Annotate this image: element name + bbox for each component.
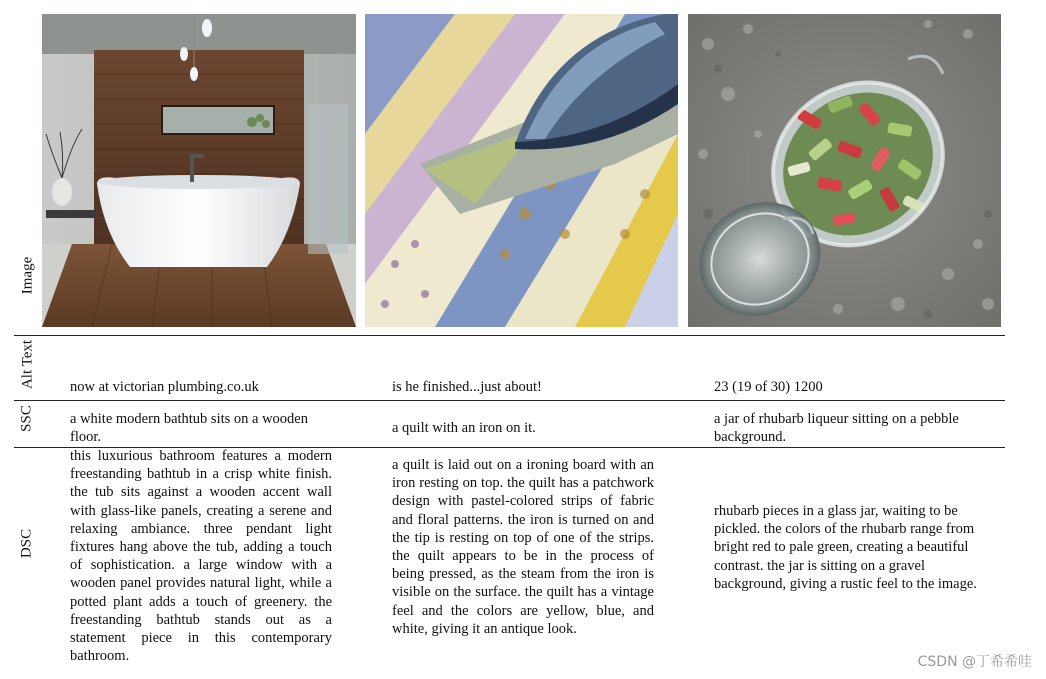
dsc-cell-2: a quilt is laid out on a ironing board with an iron resting on top. the quilt has a patchwork design with pastel-colored strips of fabric and floral patterns. the iron is turned on and the tip is resting on top of one of the strips. the quilt appears to be in the process of being pressed, as the steam from the iron is visible on the surface. the quilt has a vintage feel and the colors are yellow, blue, and white, giving it an antique look.	[392, 457, 654, 637]
row-label-dsc: DSC	[18, 528, 35, 559]
dsc-cell-3: rhubarb pieces in a glass jar, waiting to be pickled. the colors of the rhubarb range from bright red to pale green, creating a beautiful contrast. the jar is sitting on a gravel background, giving a rustic feel to the image.	[714, 503, 977, 592]
ssc-cell-2: a quilt with an iron on it.	[392, 420, 536, 436]
alt-text-cell-3: 23 (19 of 30) 1200	[714, 379, 823, 395]
bathroom-photo	[42, 14, 356, 327]
watermark: CSDN @丁希希哇	[917, 654, 1032, 670]
ssc-cell-3: a jar of rhubarb liqueur sitting on a pebble background.	[714, 411, 959, 446]
table-rule-top	[14, 335, 1005, 336]
alt-text-cell-1: now at victorian plumbing.co.uk	[70, 379, 259, 395]
table-rule-alt-ssc	[14, 400, 1005, 401]
dsc-cell-1: this luxurious bathroom features a modern freestanding bathtub in a crisp white finish. the tub sits against a wooden accent wall with glass-like panels, creating a serene and relaxing ambiance. three pendant light fixtures hang above the tub, adding a touch of sophistication. a large window with a wooden panel provides natural light, while a potted plant adds a touch of greenery. the freestanding bathtub stands out as a statement piece in this contemporary bathroom.	[70, 448, 332, 665]
row-label-image: Image	[19, 256, 36, 295]
row-label-ssc: SSC	[18, 405, 35, 432]
alt-text-cell-2: is he finished...just about!	[392, 379, 542, 395]
row-label-alt-text: Alt Text	[19, 339, 36, 390]
rhubarb-jar-photo	[688, 14, 1001, 327]
ssc-cell-1: a white modern bathtub sits on a wooden floor.	[70, 411, 308, 446]
quilt-iron-photo	[365, 14, 678, 327]
